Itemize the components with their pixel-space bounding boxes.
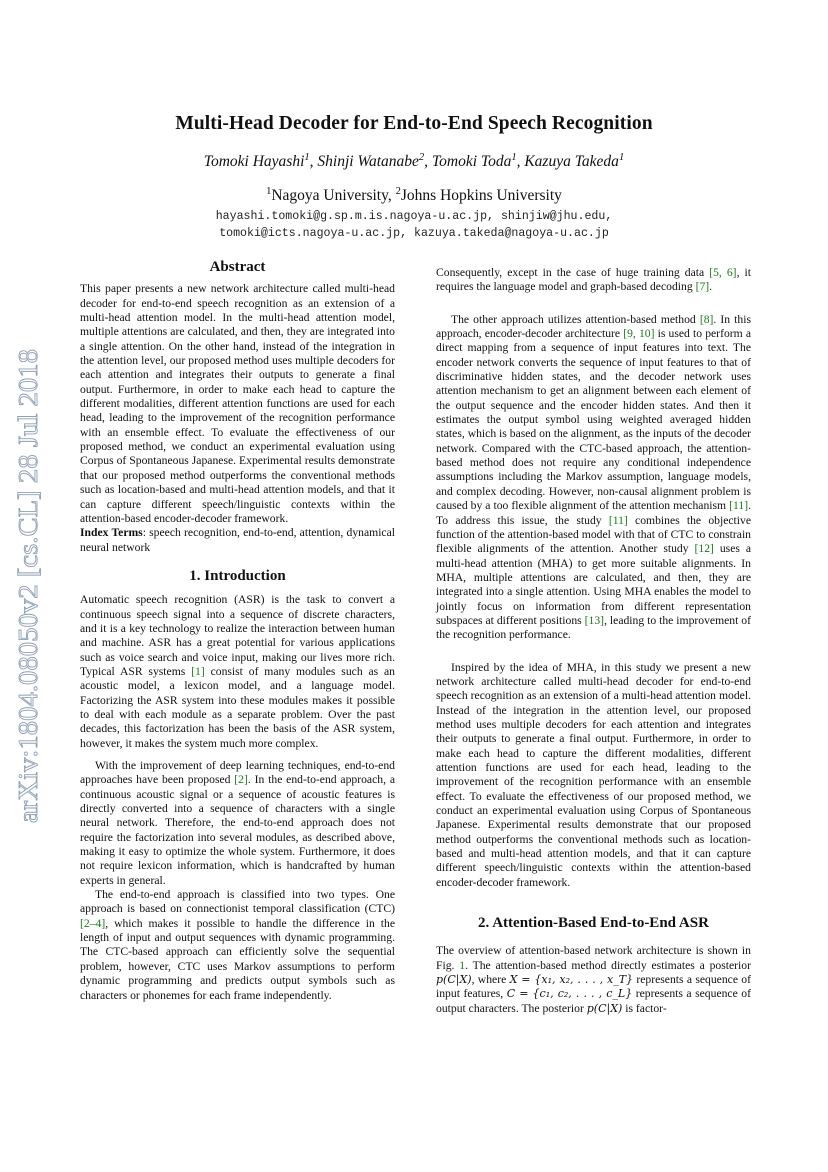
- affiliation-mark: 1: [511, 151, 517, 163]
- author-name: Tomoki Toda: [431, 153, 512, 170]
- intro-paragraph: Inspired by the idea of MHA, in this study we present a new network architecture called multi-head decoder for end-to-end speech recognition as an extension of a multi-head attention model. Instead of the integration in the attention level, our proposed method uses multiple decoders for each attention and integrates their outputs to generate a final output. Furthermore, in order to make each head to capture the different modalities, different attention functions are used for each head, leading to the improvement of the recognition performance with an ensemble effect. To evaluate the effectiveness of our proposed method, we conduct an experimental evaluation using Corpus of Spontaneous Japanese. Experimental results demonstrate that our proposed method outperforms the conventional methods such as location-based and multi-head attention models, and that it can capture different speech/linguistic contexts within the attention-based encoder-decoder framework.: [436, 660, 751, 889]
- citation-link[interactable]: [7]: [695, 280, 710, 294]
- author-name: Shinji Watanabe: [317, 153, 419, 170]
- intro-paragraph: The end-to-end approach is classified into two types. One approach is based on connectionist temporal classification (CTC) [2–4], which makes it possible to handle the difference in the length of input and output sequences with dynamic programming. The CTC-based approach can efficiently solve the sequential problem, however, CTC uses Markov assumptions to perform dynamic programming and predicts output symbols such as characters or phonemes for each frame independently.: [80, 888, 395, 1002]
- right-column: [436, 266, 751, 1016]
- math-expression: p(C|X): [586, 1001, 623, 1015]
- author-emails: [0, 208, 828, 242]
- email-line: hayashi.tomoki@g.sp.m.is.nagoya-u.ac.jp, shinjiw@jhu.edu,: [215, 210, 613, 223]
- citation-link[interactable]: [8]: [699, 312, 714, 326]
- arxiv-identifier: arXiv:1804.08050v2 [cs.CL] 28 Jul 2018: [13, 377, 43, 823]
- intro-paragraph: The other approach utilizes attention-based method [8]. In this approach, encoder-decoder architecture [9, 10] is used to perform a direct mapping from a sequence of input features into text. The encoder network converts the sequence of input features to that of discriminative hidden states, and the decoder network uses attention mechanism to get an alignment between each element of the output sequence and the encoder hidden states. And then it estimates the output symbol using weighted averaged hidden states, which is based on the alignment, as the inputs of the decoder network. Compared with the CTC-based approach, the attention-based method does not require any conditional independence assumptions including the Markov assumption, language models, and complex decoding. However, non-causal alignment problem is caused by a too flexible alignment of the attention mechanism [11]. To address this issue, the study [11] combines the objective function of the attention-based model with that of CTC to constrain flexible alignments of the attention. Another study [12] uses a multi-head attention (MHA) to get more suitable alignments. In MHA, multiple attentions are calculated, and then, they are integrated into a single attention. Using MHA enables the model to jointly focus on information from different representation subspaces at different positions [13], leading to the improvement of the recognition performance.: [436, 312, 752, 642]
- affiliations: $^1$Nagoya University, $^2$Johns Hopkins University: [266, 185, 562, 204]
- left-column: [80, 260, 395, 1003]
- citation-link[interactable]: [2–4]: [80, 916, 106, 930]
- affiliation-mark: 1: [304, 151, 310, 163]
- citation-link[interactable]: [1]: [191, 664, 205, 678]
- citation-link[interactable]: [2]: [234, 773, 248, 787]
- section2-paragraph: The overview of attention-based network architecture is shown in Fig. 1. The attention-based method directly estimates a posterior p(C|X), where X = {x₁, x₂, . . . , x_T} represents a sequence of input features, C = {c₁, c₂, . . . , c_L} represents a sequence of output characters. The posterior p(C|X) is factor-: [436, 944, 752, 1015]
- section-heading-attention: 2. Attention-Based End-to-End ASR: [478, 915, 709, 932]
- abstract-text: This paper presents a new network architecture called multi-head decoder for end-to-end speech recognition as an extension of a multi-head attention model. In the multi-head attention model, multiple attentions are calculated, and then, they are integrated into a single attention. On the other hand, instead of the integration in the attention level, our proposed method uses multiple decoders for each attention and integrates their outputs to generate a final output. Furthermore, in order to make each head to capture the different modalities, different attention functions are used for each head, leading to the improvement of the recognition performance with an ensemble effect. To evaluate the effectiveness of our proposed method, we conduct an experimental evaluation using Corpus of Spontaneous Japanese. Experimental results demonstrate that our proposed method outperforms the conventional methods such as location-based and multi-head attention models, and that it can capture different speech/linguistic contexts within the attention-based encoder-decoder framework.: [80, 282, 395, 525]
- math-expression: p(C|X): [436, 973, 472, 987]
- index-terms: Index Terms: speech recognition, end-to-end, attention, dynamical neural network: [80, 526, 396, 554]
- citation-link[interactable]: [13]: [584, 613, 605, 627]
- abstract-heading: Abstract: [209, 259, 266, 275]
- intro-paragraph: Automatic speech recognition (ASR) is the task to convert a continuous speech signal into a sequence of discrete characters, and it is a key technology to realize the interaction between human and machine. ASR has a great potential for various applications such as voice search and voice input, making our lives more rich. Typical ASR systems [1] consist of many modules such as an acoustic model, a lexicon model, and a language model. Factorizing the ASR system into these modules makes it possible to deal with each module as a separate problem. Over the past decades, this factorization has been the basis of the ASR system, however, it makes the system much more complex.: [80, 593, 396, 750]
- citation-link[interactable]: [5, 6]: [709, 266, 737, 279]
- index-terms-label: Index Terms: [80, 526, 143, 540]
- affiliation-mark: 2: [418, 151, 425, 163]
- paper-title: Multi-Head Decoder for End-to-End Speech Recognition: [175, 113, 653, 134]
- math-expression: X = {x₁, x₂, . . . , x_T}: [509, 973, 634, 987]
- citation-link[interactable]: [9, 10]: [623, 327, 655, 341]
- affiliation-name: Nagoya University: [271, 187, 388, 204]
- intro-paragraph: Consequently, except in the case of huge training data [5, 6], it requires the language model and graph-based decoding [7].: [436, 266, 751, 294]
- author-name: Kazuya Takeda: [524, 153, 619, 170]
- citation-link[interactable]: [11]: [729, 499, 749, 513]
- citation-link[interactable]: [12]: [694, 542, 714, 556]
- citation-link[interactable]: [11]: [608, 513, 628, 527]
- email-line: tomoki@icts.nagoya-u.ac.jp, kazuya.takeda@nagoya-u.ac.jp: [219, 227, 609, 240]
- section-heading-introduction: 1. Introduction: [189, 567, 286, 584]
- figure-link[interactable]: 1: [459, 958, 466, 972]
- affiliation-name: Johns Hopkins University: [400, 187, 562, 204]
- math-expression: C = {c₁, c₂, . . . , c_L}: [506, 987, 633, 1001]
- affiliation-mark: 1: [618, 151, 625, 163]
- author-list: Tomoki Hayashi$^1$, Shinji Watanabe$^2$, Tomoki Toda$^1$, Kazuya Takeda$^1$: [203, 151, 625, 170]
- arxiv-stamp: [3, 347, 47, 825]
- author-name: Tomoki Hayashi: [203, 153, 305, 170]
- intro-paragraph: With the improvement of deep learning techniques, end-to-end approaches have been proposed [2]. In the end-to-end approach, a continuous acoustic signal or a sequence of acoustic features is directly converted into a sequence of characters with a single neural network. Therefore, the end-to-end approach does not require the factorization into several modules, as described above, making it easy to optimize the whole system. Furthermore, it does not require lexicon information, which is handcrafted by human experts in general.: [80, 759, 395, 887]
